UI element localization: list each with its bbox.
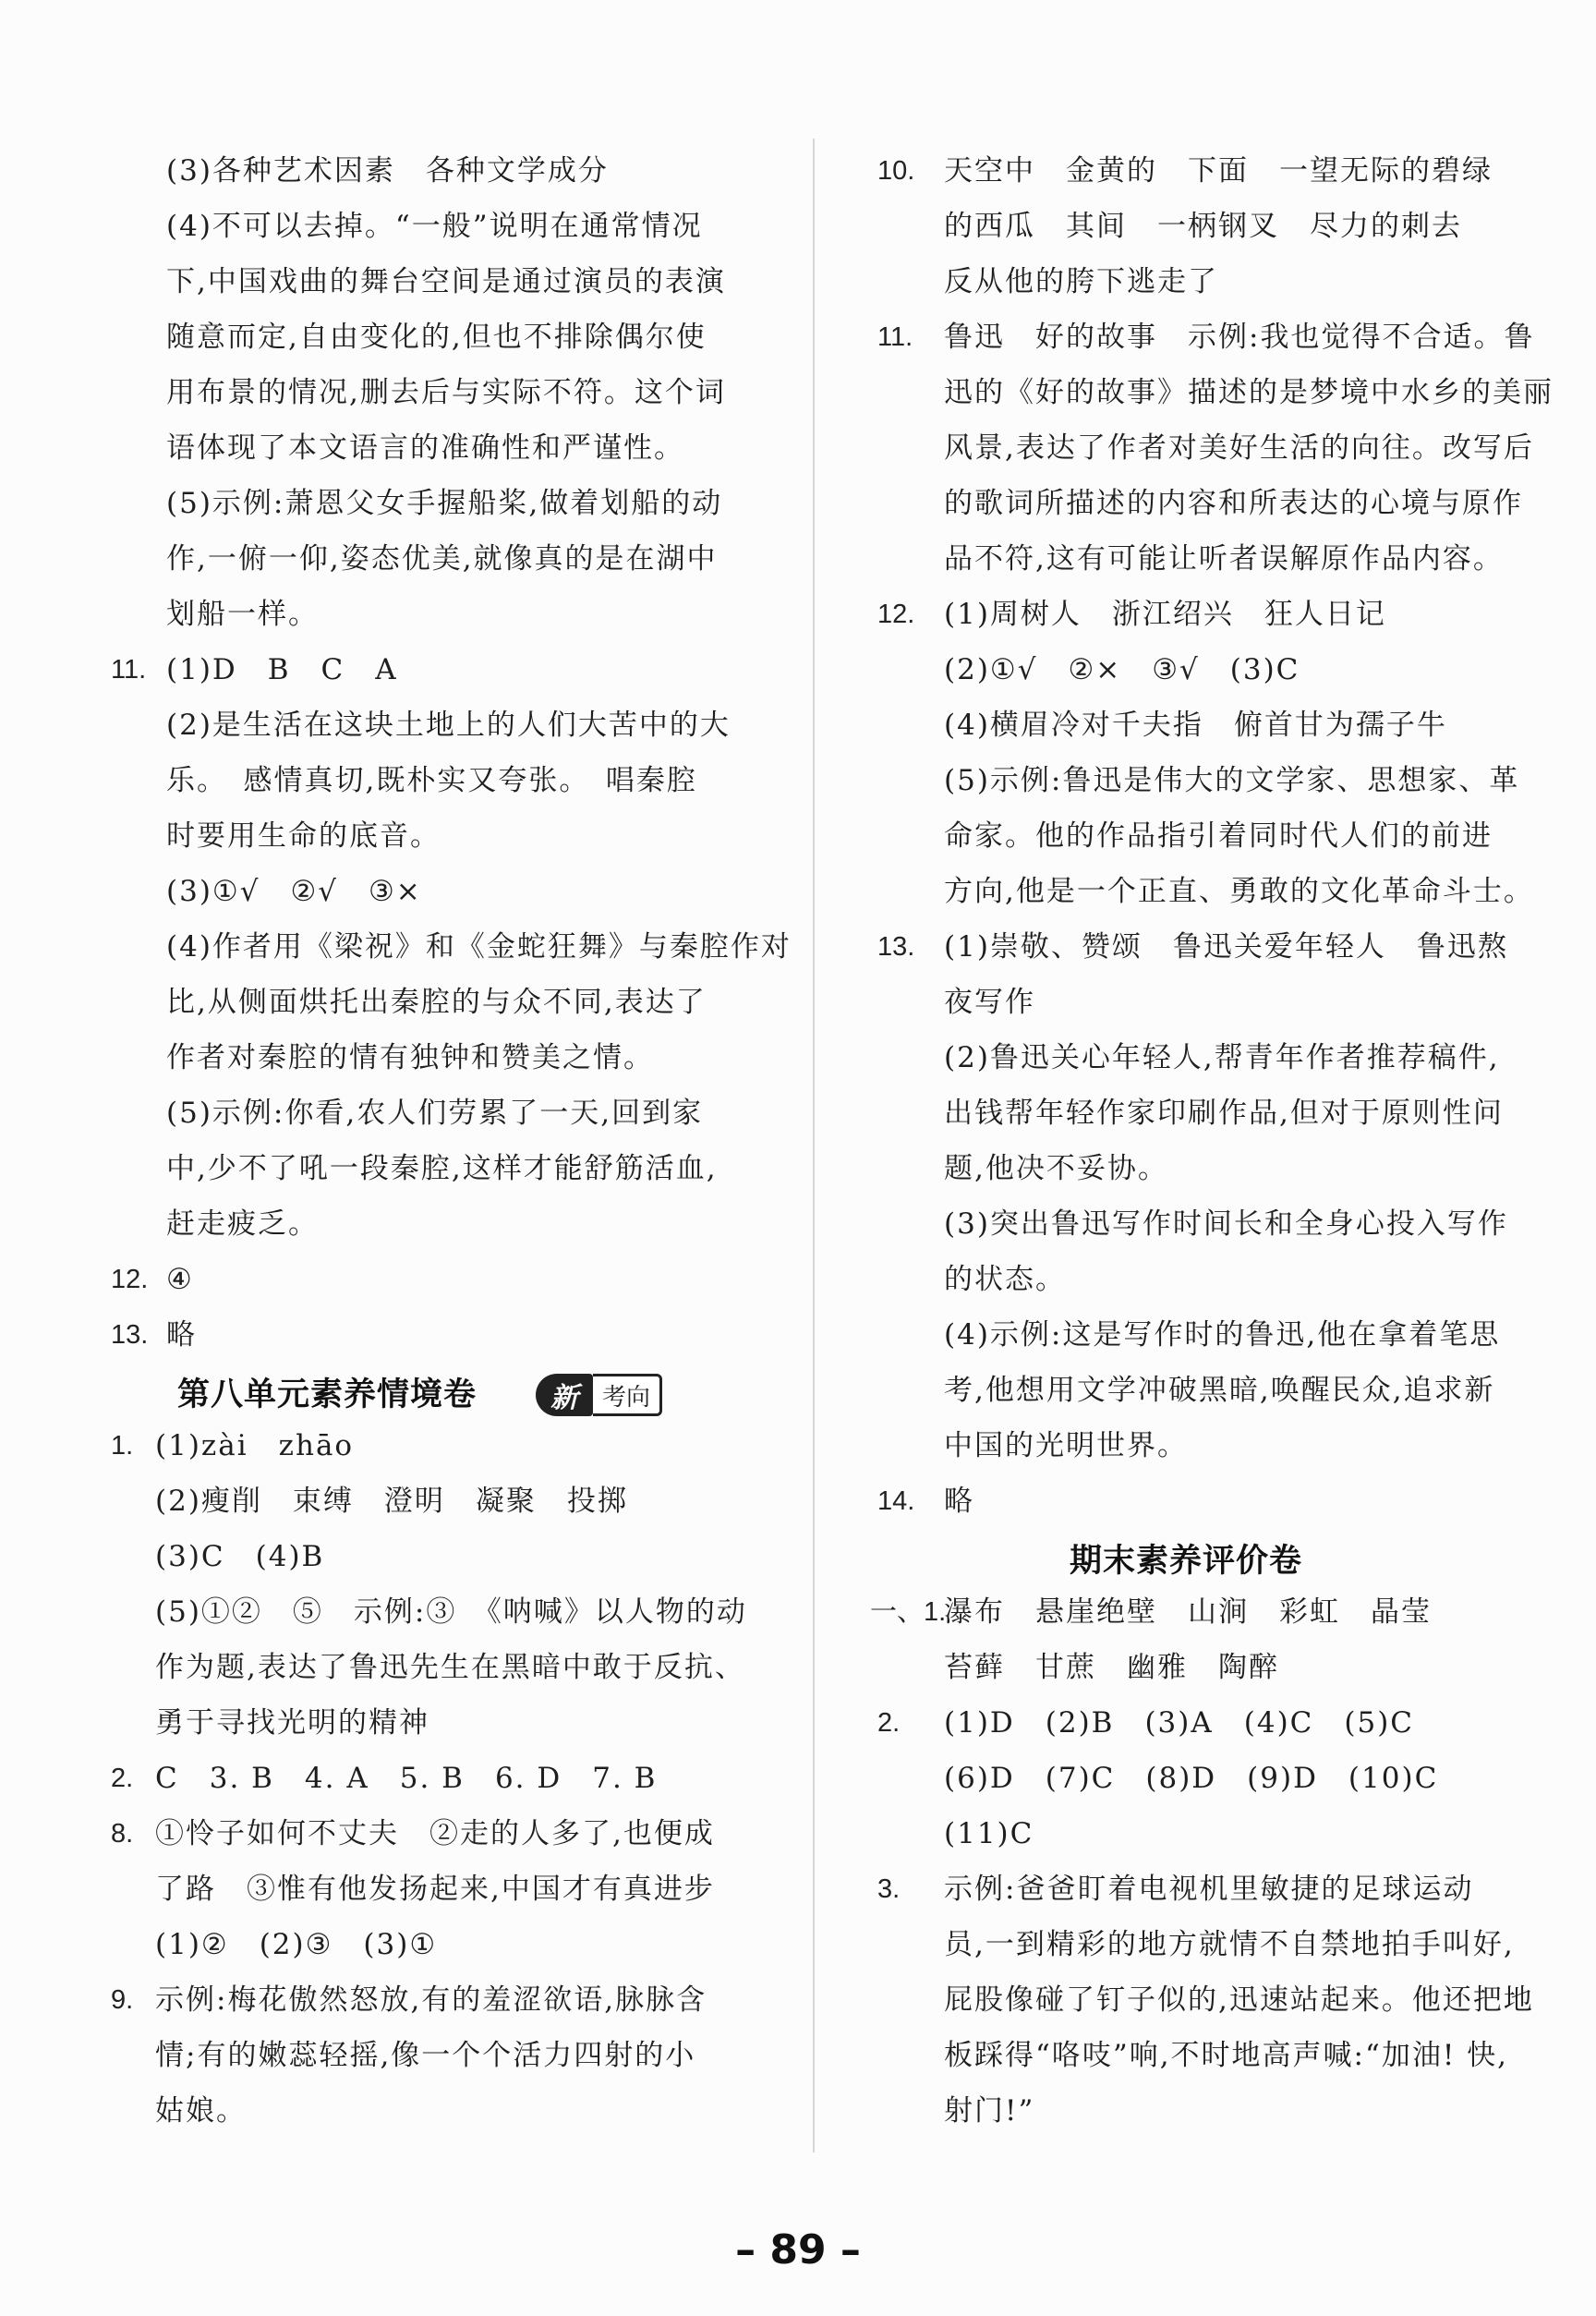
- answer-line: (4)作者用《梁祝》和《金蛇狂舞》与秦腔作对: [166, 930, 792, 964]
- answer-line: (1)D (2)B (3)A (4)C (5)C: [944, 1706, 1415, 1740]
- answer-line: (3)各种艺术因素 各种文学成分: [166, 154, 609, 188]
- answer-line: (4)横眉冷对千夫指 俯首甘为孺子牛: [944, 709, 1447, 742]
- answer-line: 考,他想用文学冲破黑暗,唤醒民众,追求新: [944, 1374, 1495, 1407]
- answer-line: 划船一样。: [166, 598, 319, 631]
- answer-line: 的歌词所描述的内容和所表达的心境与原作: [944, 487, 1523, 520]
- answer-line: 乐。 感情真切,既朴实又夸张。 唱秦腔: [166, 764, 697, 797]
- item-number: 14.: [877, 1486, 915, 1516]
- badge-kaoxiang: 考向: [593, 1374, 662, 1416]
- answer-line: 品不符,这有可能让听者误解原作品内容。: [944, 542, 1504, 576]
- answer-line: (2)鲁迅关心年轻人,帮青年作者推荐稿件,: [944, 1041, 1500, 1074]
- answer-line: 命家。他的作品指引着同时代人们的前进: [944, 819, 1493, 853]
- answer-line: 姑娘。: [155, 2094, 247, 2128]
- answer-line: (4)不可以去掉。“一般”说明在通常情况: [166, 210, 703, 243]
- item-number: 11.: [111, 655, 147, 685]
- item-number: 13.: [877, 932, 915, 962]
- answer-line: (4)示例:这是写作时的鲁迅,他在拿着笔思: [944, 1318, 1501, 1352]
- answer-line: 示例:梅花傲然怒放,有的羞涩欲语,脉脉含: [155, 1983, 707, 2017]
- answer-line: 作为题,表达了鲁迅先生在黑暗中敢于反抗、: [155, 1651, 745, 1684]
- answer-line: 作者对秦腔的情有独钟和赞美之情。: [166, 1041, 654, 1074]
- item-number: 10.: [877, 156, 915, 186]
- answer-line: 了路 ③惟有他发扬起来,中国才有真进步: [155, 1873, 715, 1906]
- answer-line: 赶走疲乏。: [166, 1207, 319, 1241]
- answer-line: (11)C: [944, 1817, 1034, 1850]
- answer-line: (6)D (7)C (8)D (9)D (10)C: [944, 1762, 1439, 1795]
- answer-line: ①怜子如何不丈夫 ②走的人多了,也便成: [155, 1817, 715, 1850]
- answer-line: 略: [944, 1485, 974, 1518]
- answer-line: 鲁迅 好的故事 示例:我也觉得不合适。鲁: [944, 321, 1535, 354]
- answer-line: 员,一到精彩的地方就情不自禁地拍手叫好,: [944, 1928, 1515, 1961]
- answer-line: 风景,表达了作者对美好生活的向往。改写后: [944, 431, 1534, 465]
- answer-line: ④: [166, 1263, 194, 1296]
- answer-line: 屁股像碰了钉子似的,迅速站起来。他还把地: [944, 1983, 1534, 2017]
- item-number: 一、1.: [870, 1597, 947, 1627]
- answer-line: 比,从侧面烘托出秦腔的与众不同,表达了: [166, 986, 707, 1019]
- answer-line: 瀑布 悬崖绝壁 山涧 彩虹 晶莹: [944, 1595, 1432, 1629]
- item-number: 11.: [877, 322, 913, 352]
- answer-line: (2)①√ ②× ③√ (3)C: [944, 653, 1300, 686]
- answer-line: (1)D B C A: [166, 653, 398, 686]
- answer-line: 勇于寻找光明的精神: [155, 1706, 429, 1740]
- answer-line: 随意而定,自由变化的,但也不排除偶尔使: [166, 321, 707, 354]
- item-number: 12.: [111, 1265, 149, 1294]
- answer-line: 语体现了本文语言的准确性和严谨性。: [166, 431, 684, 465]
- answer-line: (3)C (4)B: [155, 1540, 325, 1573]
- answer-line: 情;有的嫩蕊轻摇,像一个个活力四射的小: [155, 2039, 696, 2072]
- answer-line: (5)示例:萧恩父女手握船桨,做着划船的动: [166, 487, 723, 520]
- item-number: 8.: [111, 1819, 134, 1849]
- answer-line: (2)瘦削 束缚 澄明 凝聚 投掷: [155, 1485, 628, 1518]
- answer-line: 示例:爸爸盯着电视机里敏捷的足球运动: [944, 1873, 1474, 1906]
- item-number: 2.: [111, 1764, 134, 1793]
- answer-line: C 3. B 4. A 5. B 6. D 7. B: [155, 1762, 658, 1795]
- item-number: 2.: [877, 1708, 901, 1738]
- answer-line: (1)崇敬、赞颂 鲁迅关爱年轻人 鲁迅熬: [944, 930, 1508, 964]
- answer-line: 的西瓜 其间 一柄钢叉 尽力的刺去: [944, 210, 1462, 243]
- answer-line: (1)② (2)③ (3)①: [155, 1928, 438, 1961]
- answer-line: 用布景的情况,删去后与实际不符。这个词: [166, 376, 726, 409]
- answer-line: 夜写作: [944, 986, 1035, 1019]
- answer-line: (2)是生活在这块土地上的人们大苦中的大: [166, 709, 731, 742]
- item-number: 13.: [111, 1320, 149, 1350]
- answer-line: 作,一俯一仰,姿态优美,就像真的是在湖中: [166, 542, 718, 576]
- answer-line: (3)①√ ②√ ③×: [166, 875, 422, 908]
- answer-line: 的状态。: [944, 1263, 1066, 1296]
- item-number: 9.: [111, 1985, 134, 2015]
- answer-line: (5)①② ⑤ 示例:③ 《呐喊》以人物的动: [155, 1595, 747, 1629]
- answer-line: 出钱帮年轻作家印刷作品,但对于原则性问: [944, 1097, 1504, 1130]
- final-exam-heading: 期末素养评价卷: [1070, 1543, 1303, 1580]
- answer-line: (1)周树人 浙江绍兴 狂人日记: [944, 598, 1386, 631]
- answer-line: 略: [166, 1318, 197, 1352]
- answer-line: 中,少不了吼一段秦腔,这样才能舒筋活血,: [166, 1152, 718, 1185]
- page-number: – 89 –: [735, 2226, 861, 2274]
- answer-line: 中国的光明世界。: [944, 1429, 1188, 1462]
- answer-line: 苔藓 甘蔗 幽雅 陶醉: [944, 1651, 1279, 1684]
- new-exam-badge: [536, 1374, 662, 1416]
- answer-line: 下,中国戏曲的舞台空间是通过演员的表演: [166, 265, 726, 298]
- answer-line: 迅的《好的故事》描述的是梦境中水乡的美丽: [944, 376, 1554, 409]
- item-number: 1.: [111, 1431, 134, 1461]
- answer-line: (5)示例:你看,农人们劳累了一天,回到家: [166, 1097, 704, 1130]
- answer-line: 方向,他是一个正直、勇敢的文化革命斗士。: [944, 875, 1534, 908]
- item-number: 3.: [877, 1874, 901, 1904]
- answer-line: 天空中 金黄的 下面 一望无际的碧绿: [944, 154, 1493, 188]
- answer-line: (5)示例:鲁迅是伟大的文学家、思想家、革: [944, 764, 1520, 797]
- column-divider: [813, 139, 815, 2152]
- answer-line: 时要用生命的底音。: [166, 819, 441, 853]
- answer-line: 反从他的胯下逃走了: [944, 265, 1218, 298]
- badge-xin: 新: [536, 1374, 593, 1416]
- item-number: 12.: [877, 600, 915, 629]
- answer-line: (3)突出鲁迅写作时间长和全身心投入写作: [944, 1207, 1508, 1241]
- answer-line: (1)zài zhāo: [155, 1429, 355, 1462]
- answer-line: 题,他决不妥协。: [944, 1152, 1168, 1185]
- unit-8-heading: 第八单元素养情境卷: [177, 1376, 478, 1413]
- answer-line: 板踩得“咯吱”响,不时地高声喊:“加油! 快,: [944, 2039, 1509, 2072]
- answer-line: 射门!”: [944, 2094, 1035, 2128]
